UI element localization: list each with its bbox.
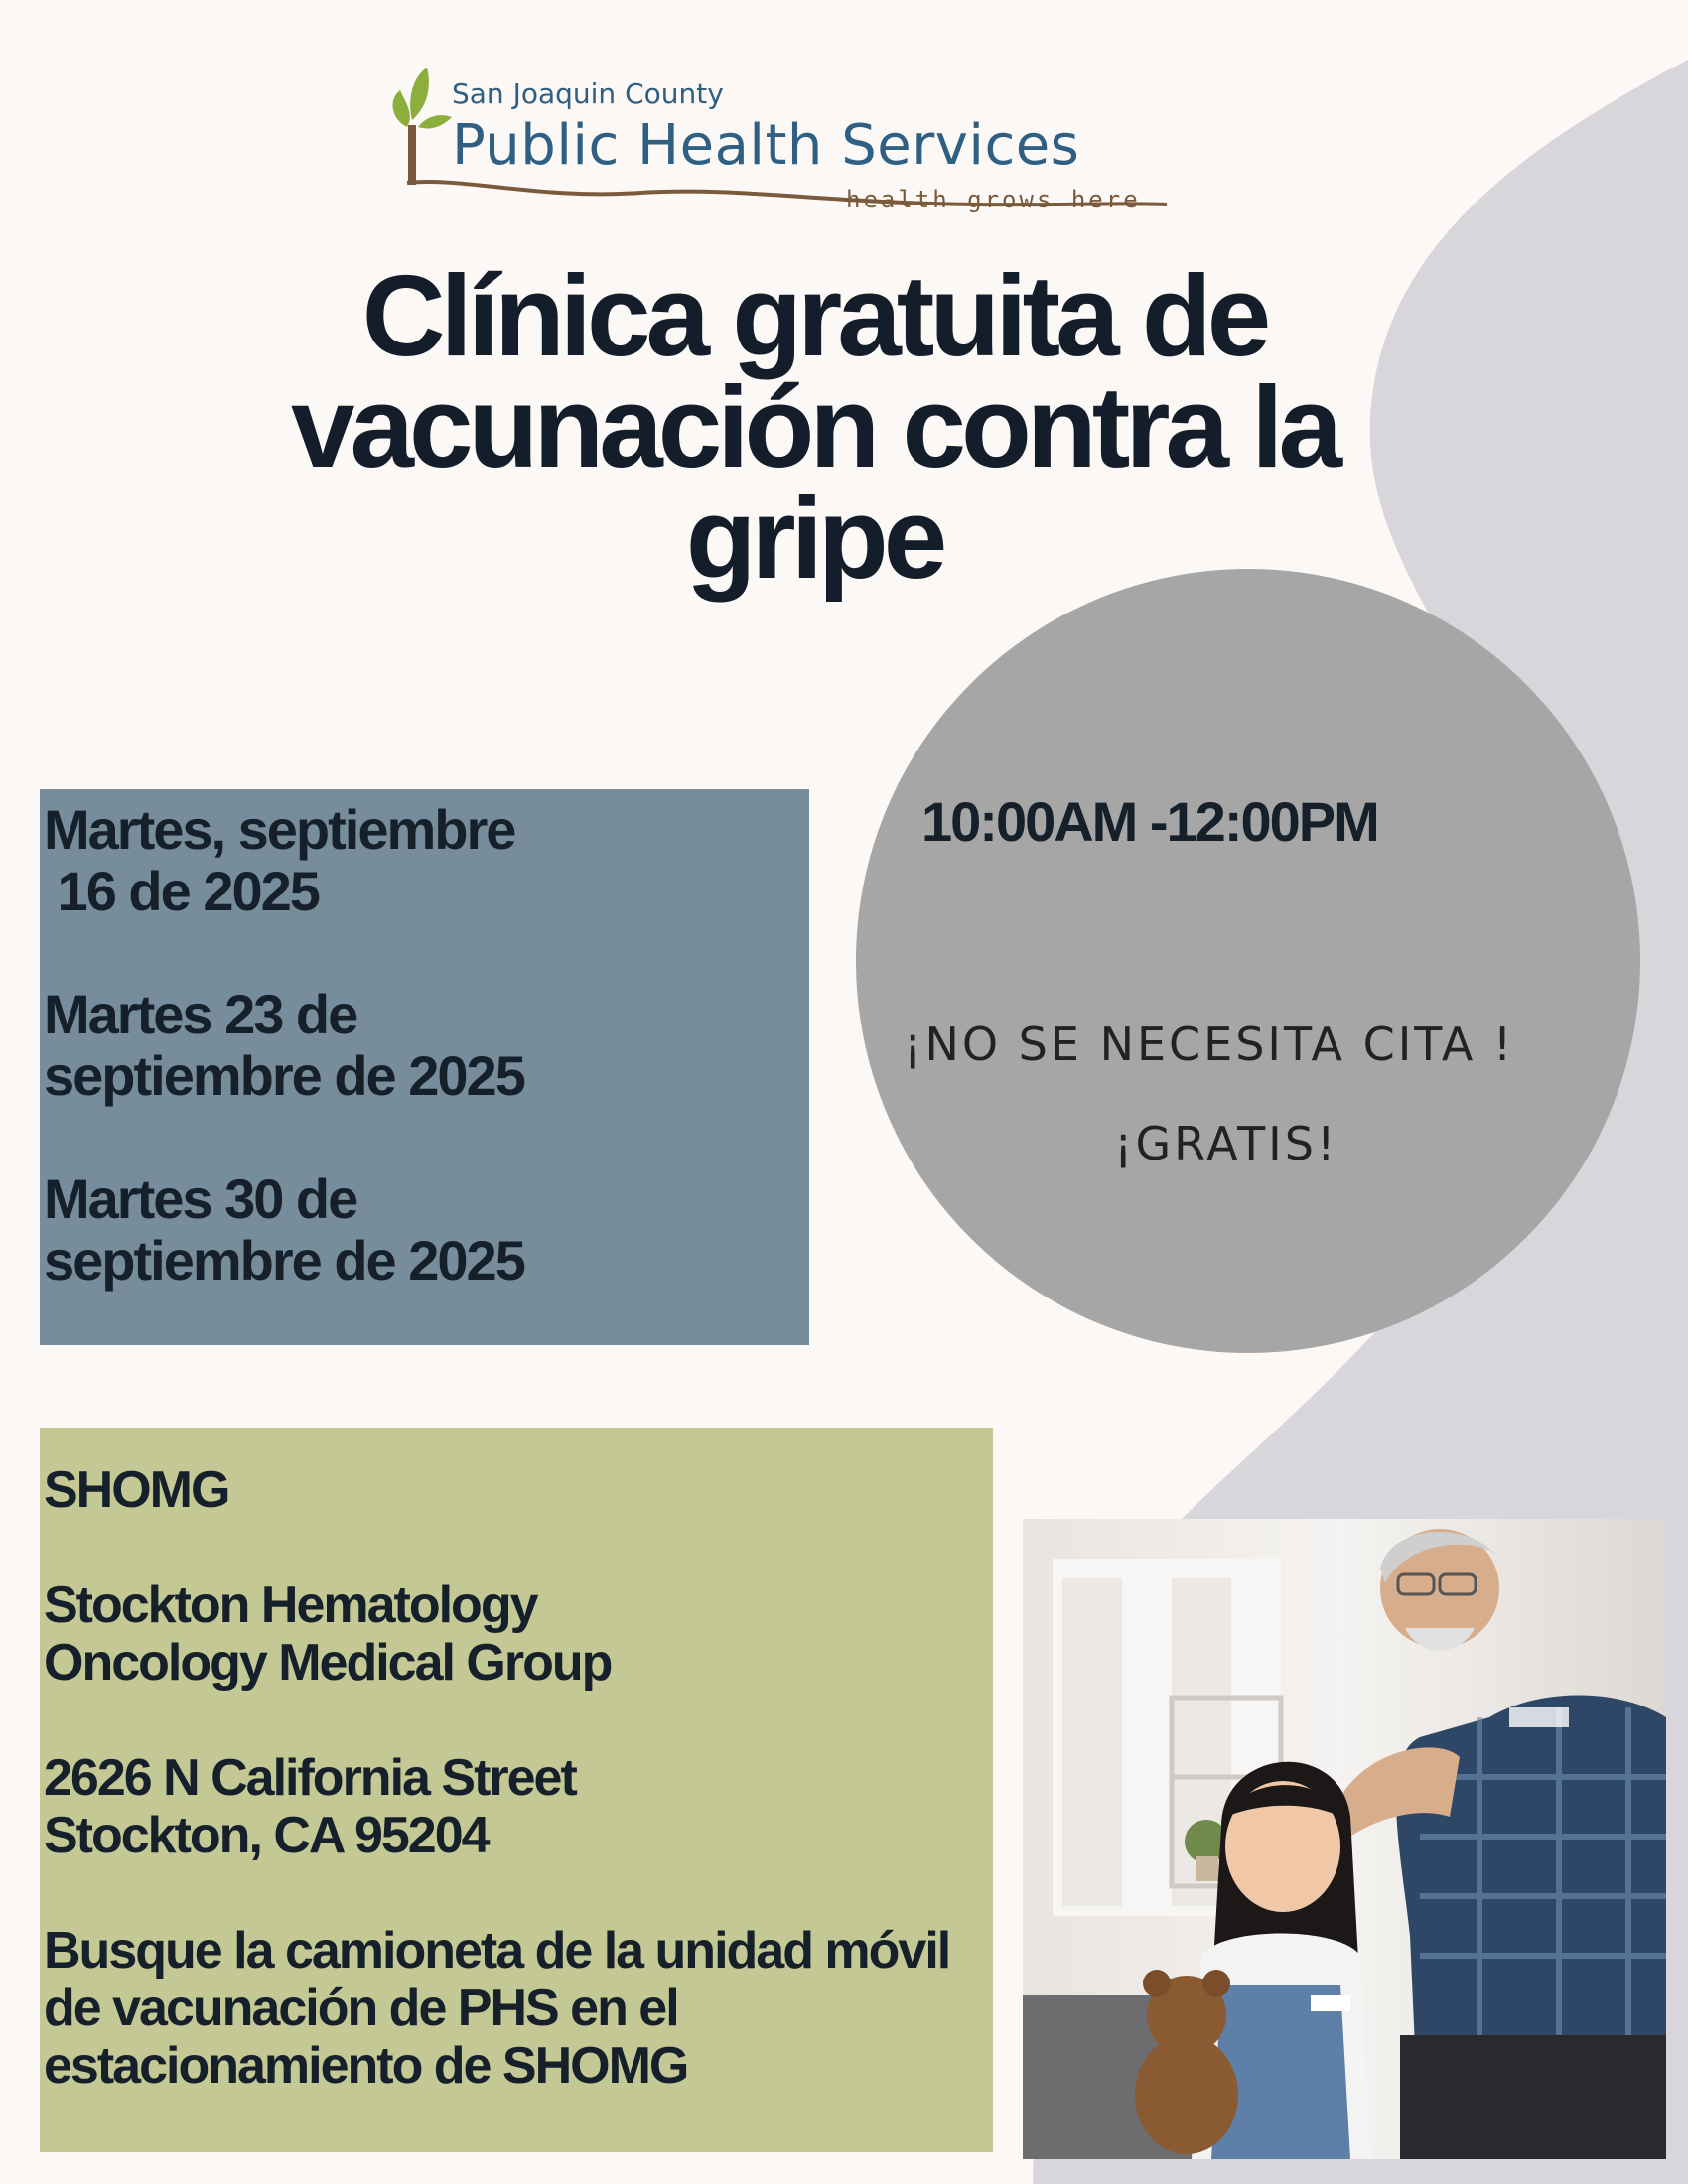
logo (382, 66, 1187, 224)
date-1: Martes, septiembre 16 de 2025 (44, 798, 515, 922)
date-2: Martes 23 de septiembre de 2025 (44, 983, 524, 1107)
location-full-name-line-2: Oncology Medical Group (44, 1634, 612, 1692)
info-circle (856, 569, 1640, 1353)
location-short-name: SHOMG (44, 1461, 229, 1519)
location-address (44, 1749, 993, 1864)
location-box (40, 1428, 993, 2152)
title-line-2: vacunación contra la (291, 362, 1337, 491)
title-line-1: Clínica gratuita de (361, 251, 1267, 380)
dates-box (40, 789, 809, 1345)
vaccination-photo (1023, 1519, 1666, 2159)
parking-note: Busque la camioneta de la unidad móvil de vacunación de PHS en el estacionamiento de SHOMG (44, 1922, 950, 2095)
title-line-3: gripe (685, 474, 943, 603)
clinic-hours: 10:00AM -12:00PM (921, 790, 1378, 853)
no-appointment-note: ¡NO SE NECESITA CITA ! (904, 1018, 1515, 1071)
date-3: Martes 30 de septiembre de 2025 (44, 1167, 524, 1292)
address-line-2: Stockton, CA 95204 (44, 1807, 489, 1864)
location-full-name (44, 1576, 993, 1692)
location-full-name-line-1: Stockton Hematology (44, 1576, 537, 1634)
logo-name: Public Health Services (452, 113, 1080, 178)
logo-tagline: health grows here (846, 186, 1141, 213)
page-title (30, 251, 1599, 603)
logo-county: San Joaquin County (452, 77, 724, 110)
free-note: ¡GRATIS! (1114, 1117, 1338, 1170)
address-line-1: 2626 N California Street (44, 1749, 576, 1807)
